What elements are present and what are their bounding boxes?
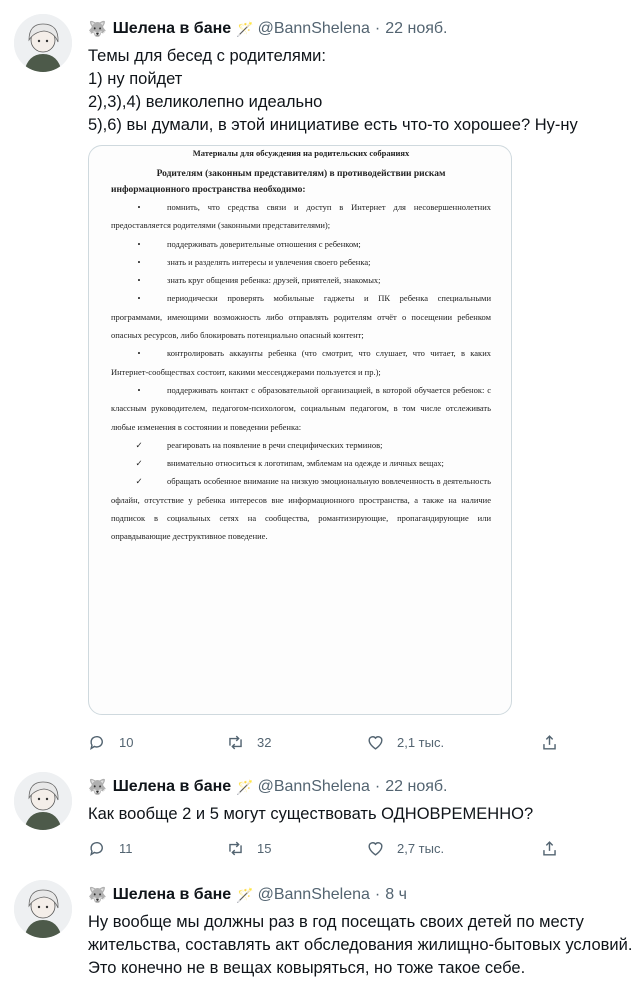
retweet-icon: [226, 733, 245, 752]
like-button[interactable]: [366, 839, 444, 858]
checkmark-icon: ✓: [135, 458, 143, 469]
author-name[interactable]: Шелена в бане: [112, 886, 232, 903]
avatar[interactable]: [14, 14, 72, 72]
document-item: [111, 381, 491, 436]
reply-count: 11: [119, 841, 133, 856]
tweet-actions: [88, 839, 568, 861]
share-button[interactable]: [540, 839, 571, 858]
document-item-text: обращать особенное внимание на низкую эмоциональную вовлеченность в деятельность офлайн, отсутствие у ребенка интересов вне информационного пространства, а также на наличие подписок в социальных сетях на сообщества, романтизирующие, пропагандирующие или оправдывающие деструктивное поведение.: [111, 476, 491, 542]
share-icon: [540, 839, 559, 858]
tweet-time[interactable]: 8 ч: [385, 886, 407, 903]
document-item: [111, 289, 491, 344]
tweet-text: [88, 911, 633, 980]
avatar[interactable]: [14, 772, 72, 830]
tweet-line: Это конечно не в вещах ковыряться, но тоже такое себе.: [88, 959, 526, 977]
bullet-icon: •: [137, 256, 141, 267]
like-button[interactable]: [366, 733, 444, 752]
tweet-header: [88, 886, 407, 904]
tweet-line: Как вообще 2 и 5 могут существовать ОДНОВРЕМЕННО?: [88, 805, 534, 823]
retweet-button[interactable]: [226, 839, 271, 858]
tweet-text: [88, 45, 628, 137]
author-handle[interactable]: @BannShelena: [257, 778, 370, 795]
avatar-illustration-icon: [14, 772, 72, 830]
heart-icon: [366, 839, 385, 858]
document-item: [111, 472, 491, 545]
retweet-count: 15: [257, 841, 272, 856]
tweet-line: 1) ну пойдет: [88, 70, 183, 88]
bullet-icon: •: [137, 384, 141, 395]
avatar-illustration-icon: [14, 880, 72, 938]
tweet-time[interactable]: 22 нояб.: [385, 778, 448, 795]
document-item-text: внимательно относиться к логотипам, эмблемам на одежде и личных вещах;: [167, 458, 444, 469]
document-item-text: контролировать аккаунты ребенка (что смотрит, что слушает, что читает, в каких Интернет-сообществах состоит, какими мессенджерами пользуется и пр.);: [111, 348, 491, 377]
tweet-text: [88, 803, 628, 826]
wand-emoji-icon: 🪄: [236, 20, 254, 37]
reply-button[interactable]: [88, 839, 133, 858]
reply-icon: [88, 839, 107, 858]
attached-document-image[interactable]: [88, 145, 512, 715]
document-item-text: поддерживать доверительные отношения с ребенком;: [167, 238, 361, 249]
checkmark-icon: ✓: [135, 439, 143, 450]
document-item-text: поддерживать контакт с образовательной организацией, в которой обучается ребенок: с классным руководителем, педагогом-психологом, социальным педагогом, в том числе отслеживать любые изменения в состоянии и поведении ребенка:: [111, 384, 491, 432]
document-item: [111, 198, 491, 235]
document-item: [111, 253, 491, 271]
share-icon: [540, 733, 559, 752]
wolf-emoji-icon: 🐺: [88, 779, 107, 796]
tweet-3[interactable]: [0, 878, 640, 989]
tweet-2[interactable]: [0, 770, 640, 878]
document-item: [111, 436, 491, 454]
avatar[interactable]: [14, 880, 72, 938]
wolf-emoji-icon: 🐺: [88, 21, 107, 38]
retweet-count: 32: [257, 735, 272, 750]
bullet-icon: •: [137, 348, 141, 359]
wand-emoji-icon: 🪄: [236, 778, 254, 795]
share-button[interactable]: [540, 733, 571, 752]
document-body: [111, 146, 491, 546]
tweet-line: Темы для бесед с родителями:: [88, 47, 326, 65]
document-subtitle: информационного пространства необходимо:: [111, 185, 306, 195]
like-count: 2,1 тыс.: [397, 735, 445, 750]
author-handle[interactable]: @BannShelena: [257, 20, 370, 37]
tweet-line: 5),6) вы думали, в этой инициативе есть что-то хорошее? Ну-ну: [88, 116, 578, 134]
tweet-line: жительства, составлять акт обследования жилищно-бытовых условий.: [88, 936, 633, 954]
separator-dot: ·: [374, 886, 381, 903]
document-item: [111, 454, 491, 472]
avatar-illustration-icon: [14, 14, 72, 72]
author-name[interactable]: Шелена в бане: [112, 778, 232, 795]
retweet-icon: [226, 839, 245, 858]
retweet-button[interactable]: [226, 733, 271, 752]
document-item-text: реагировать на появление в речи специфических терминов;: [167, 439, 383, 450]
document-title: Родителям (законным представителям) в противодействии рискам: [156, 169, 446, 179]
tweet-header: [88, 20, 448, 38]
tweet-time[interactable]: 22 нояб.: [385, 20, 448, 37]
author-name[interactable]: Шелена в бане: [112, 20, 232, 37]
document-header: Материалы для обсуждения на родительских собраниях: [192, 148, 410, 158]
document-item-text: знать круг общения ребенка: друзей, приятелей, знакомых;: [167, 275, 381, 286]
document-item-text: помнить, что средства связи и доступ в Интернет для несовершеннолетних предоставляется родителями (законными представителями);: [111, 202, 491, 231]
reply-button[interactable]: [88, 733, 133, 752]
document-item: [111, 235, 491, 253]
heart-icon: [366, 733, 385, 752]
tweet-actions: [88, 733, 568, 755]
tweet-line: Ну вообще мы должны раз в год посещать своих детей по месту: [88, 913, 584, 931]
bullet-icon: •: [137, 293, 141, 304]
tweet-line: 2),3),4) великолепно идеально: [88, 93, 323, 111]
separator-dot: ·: [374, 778, 381, 795]
bullet-icon: •: [137, 238, 141, 249]
bullet-icon: •: [137, 275, 141, 286]
reply-icon: [88, 733, 107, 752]
tweet-header: [88, 778, 448, 796]
document-item-text: периодически проверять мобильные гаджеты и ПК ребенка специальными программами, имеющими возможность либо отправлять родителям отчёт о посещении ребенком опасных ресурсов, либо блокировать потенциально опасный контент;: [111, 293, 491, 341]
document-item: [111, 271, 491, 289]
like-count: 2,7 тыс.: [397, 841, 445, 856]
separator-dot: ·: [374, 20, 381, 37]
document-item: [111, 344, 491, 381]
bullet-icon: •: [137, 202, 141, 212]
author-handle[interactable]: @BannShelena: [257, 886, 370, 903]
document-items: [111, 198, 491, 546]
checkmark-icon: ✓: [135, 476, 143, 487]
reply-count: 10: [119, 735, 134, 750]
document-item-text: знать и разделять интересы и увлечения своего ребенка;: [167, 256, 371, 267]
wand-emoji-icon: 🪄: [236, 886, 254, 903]
wolf-emoji-icon: 🐺: [88, 887, 107, 904]
